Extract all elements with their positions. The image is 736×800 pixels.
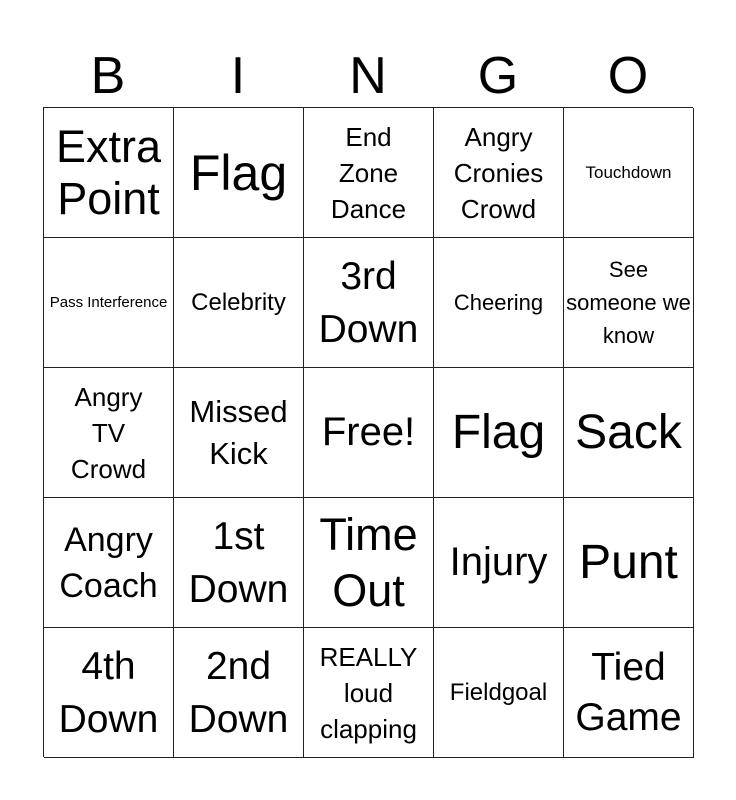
header-letter-g: G <box>477 47 519 105</box>
cell-label: Angry TV Crowd <box>70 381 147 484</box>
bingo-grid <box>43 107 693 757</box>
bingo-cell[interactable] <box>174 368 304 498</box>
bingo-cell[interactable] <box>304 368 434 498</box>
cell-label: Missed Kick <box>189 393 288 471</box>
cell-label: Touchdown <box>585 162 672 182</box>
bingo-cell[interactable] <box>564 368 694 498</box>
bingo-cell[interactable] <box>304 498 434 628</box>
bingo-cell[interactable] <box>44 368 174 498</box>
bingo-cell[interactable] <box>174 498 304 628</box>
cell-label: 1st Down <box>188 514 289 611</box>
bingo-cell[interactable] <box>434 238 564 368</box>
cell-label: Fieldgoal <box>449 678 548 706</box>
bingo-cell[interactable] <box>304 108 434 238</box>
cell-label: Cheering <box>453 290 544 315</box>
cell-label: 3rd Down <box>318 254 419 351</box>
cell-label: Flag <box>189 144 288 201</box>
cell-label: Angry Coach <box>59 520 158 605</box>
bingo-cell[interactable] <box>434 628 564 758</box>
bingo-cell[interactable] <box>434 368 564 498</box>
cell-label: 4th Down <box>58 644 159 741</box>
cell-label: End Zone Dance <box>330 121 407 224</box>
bingo-cell[interactable] <box>434 498 564 628</box>
header-letter-n: N <box>349 47 387 105</box>
cell-label: Sack <box>575 405 682 459</box>
bingo-cell[interactable] <box>44 108 174 238</box>
cell-label: Time Out <box>319 508 418 616</box>
bingo-cell[interactable] <box>174 628 304 758</box>
cell-label: Extra Point <box>55 120 162 224</box>
bingo-cell[interactable] <box>564 238 694 368</box>
header-letter-o: O <box>607 47 649 105</box>
bingo-cell[interactable] <box>434 108 564 238</box>
cell-label: Angry Cronies Crowd <box>453 121 544 224</box>
cell-label: Tied Game <box>575 645 682 739</box>
cell-label: Punt <box>579 535 678 589</box>
cell-label: Free! <box>321 410 416 454</box>
bingo-cell[interactable] <box>174 238 304 368</box>
bingo-header <box>43 46 693 106</box>
bingo-cell[interactable] <box>174 108 304 238</box>
cell-label: Flag <box>451 405 546 459</box>
header-letter-b: B <box>90 47 126 105</box>
cell-label: Celebrity <box>191 288 286 316</box>
cell-label: See someone we know <box>566 257 691 348</box>
bingo-cell[interactable] <box>564 628 694 758</box>
bingo-cell[interactable] <box>44 498 174 628</box>
bingo-cell[interactable] <box>304 238 434 368</box>
bingo-cell[interactable] <box>44 238 174 368</box>
header-letter-i: I <box>230 47 246 105</box>
bingo-cell[interactable] <box>44 628 174 758</box>
bingo-cell[interactable] <box>564 108 694 238</box>
cell-label: Pass Interference <box>49 293 168 311</box>
bingo-cell[interactable] <box>564 498 694 628</box>
cell-label: Injury <box>449 540 548 584</box>
cell-label: REALLY loud clapping <box>319 641 418 744</box>
bingo-cell[interactable] <box>304 628 434 758</box>
cell-label: 2nd Down <box>188 644 289 741</box>
